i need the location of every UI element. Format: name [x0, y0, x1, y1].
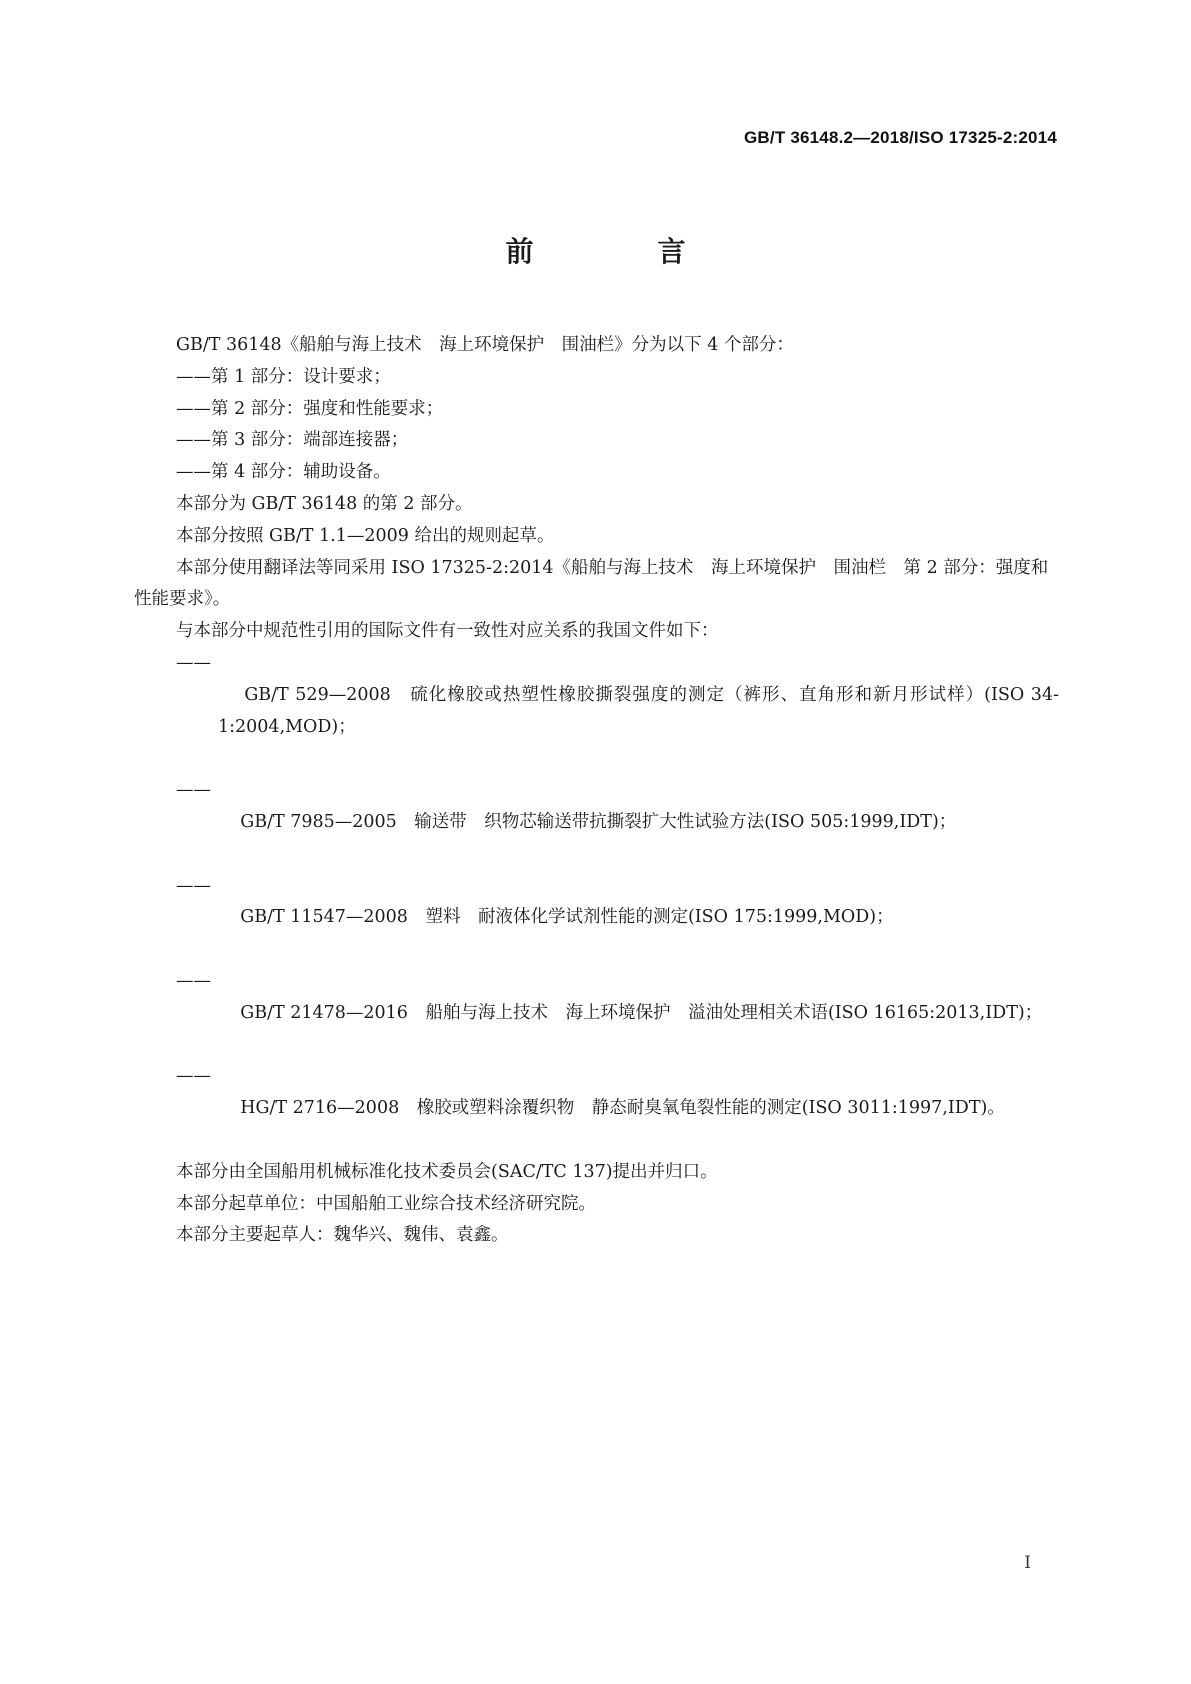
- reference-item: [134, 871, 1059, 966]
- document-body: [134, 330, 1059, 1252]
- dash-marker: ——: [176, 780, 211, 801]
- part-statement-paragraph: 本部分为 GB/T 36148 的第 2 部分。: [176, 493, 473, 514]
- translation-paragraph: 本部分使用翻译法等同采用 ISO 17325-2:2014《船舶与海上技术 海上环境保护 围油栏 第 2 部分：强度和性能要求》。: [134, 557, 1049, 610]
- reference-item: [134, 648, 1059, 775]
- committee-paragraph: 本部分由全国船用机械标准化技术委员会(SAC/TC 137)提出并归口。: [176, 1161, 718, 1182]
- dash-marker: ——: [176, 1066, 211, 1087]
- part-list-item: ——第 2 部分：强度和性能要求；: [176, 398, 444, 419]
- drafting-unit-paragraph: 本部分起草单位：中国船舶工业综合技术经济研究院。: [176, 1193, 596, 1214]
- page-number: I: [1024, 1553, 1031, 1573]
- reference-item: [134, 775, 1059, 870]
- dash-marker: ——: [176, 875, 211, 896]
- reference-item: [134, 1061, 1059, 1156]
- dash-marker: ——: [176, 652, 211, 673]
- part-list-item: ——第 3 部分：端部连接器；: [176, 430, 409, 451]
- references-intro-paragraph: 与本部分中规范性引用的国际文件有一致性对应关系的我国文件如下：: [176, 621, 719, 642]
- part-list-item: ——第 1 部分：设计要求；: [176, 366, 391, 387]
- reference-item: [134, 966, 1059, 1061]
- reference-text: GB/T 529—2008 硫化橡胶或热塑性橡胶撕裂强度的测定（裤形、直角形和新月形试样）(ISO 34-1:2004,MOD)；: [218, 684, 1059, 737]
- intro-paragraph: GB/T 36148《船舶与海上技术 海上环境保护 围油栏》分为以下 4 个部分：: [176, 335, 794, 355]
- reference-text: GB/T 7985—2005 输送带 织物芯输送带抗撕裂扩大性试验方法(ISO 505:1999,IDT)；: [240, 811, 957, 832]
- drafters-paragraph: 本部分主要起草人：魏华兴、魏伟、袁鑫。: [176, 1225, 509, 1246]
- reference-text: HG/T 2716—2008 橡胶或塑料涂覆织物 静态耐臭氧龟裂性能的测定(ISO 3011:1997,IDT)。: [240, 1098, 1005, 1119]
- reference-text: GB/T 11547—2008 塑料 耐液体化学试剂性能的测定(ISO 175:1999,MOD)；: [240, 907, 894, 928]
- part-list-item: ——第 4 部分：辅助设备。: [176, 462, 391, 483]
- page-title: 前 言: [505, 235, 734, 268]
- reference-text: GB/T 21478—2016 船舶与海上技术 海上环境保护 溢油处理相关术语(ISO 16165:2013,IDT)；: [240, 1002, 1043, 1023]
- drafting-rules-paragraph: 本部分按照 GB/T 1.1—2009 给出的规则起草。: [176, 525, 555, 546]
- standard-code-header: GB/T 36148.2—2018/ISO 17325-2:2014: [744, 128, 1057, 147]
- dash-marker: ——: [176, 970, 211, 991]
